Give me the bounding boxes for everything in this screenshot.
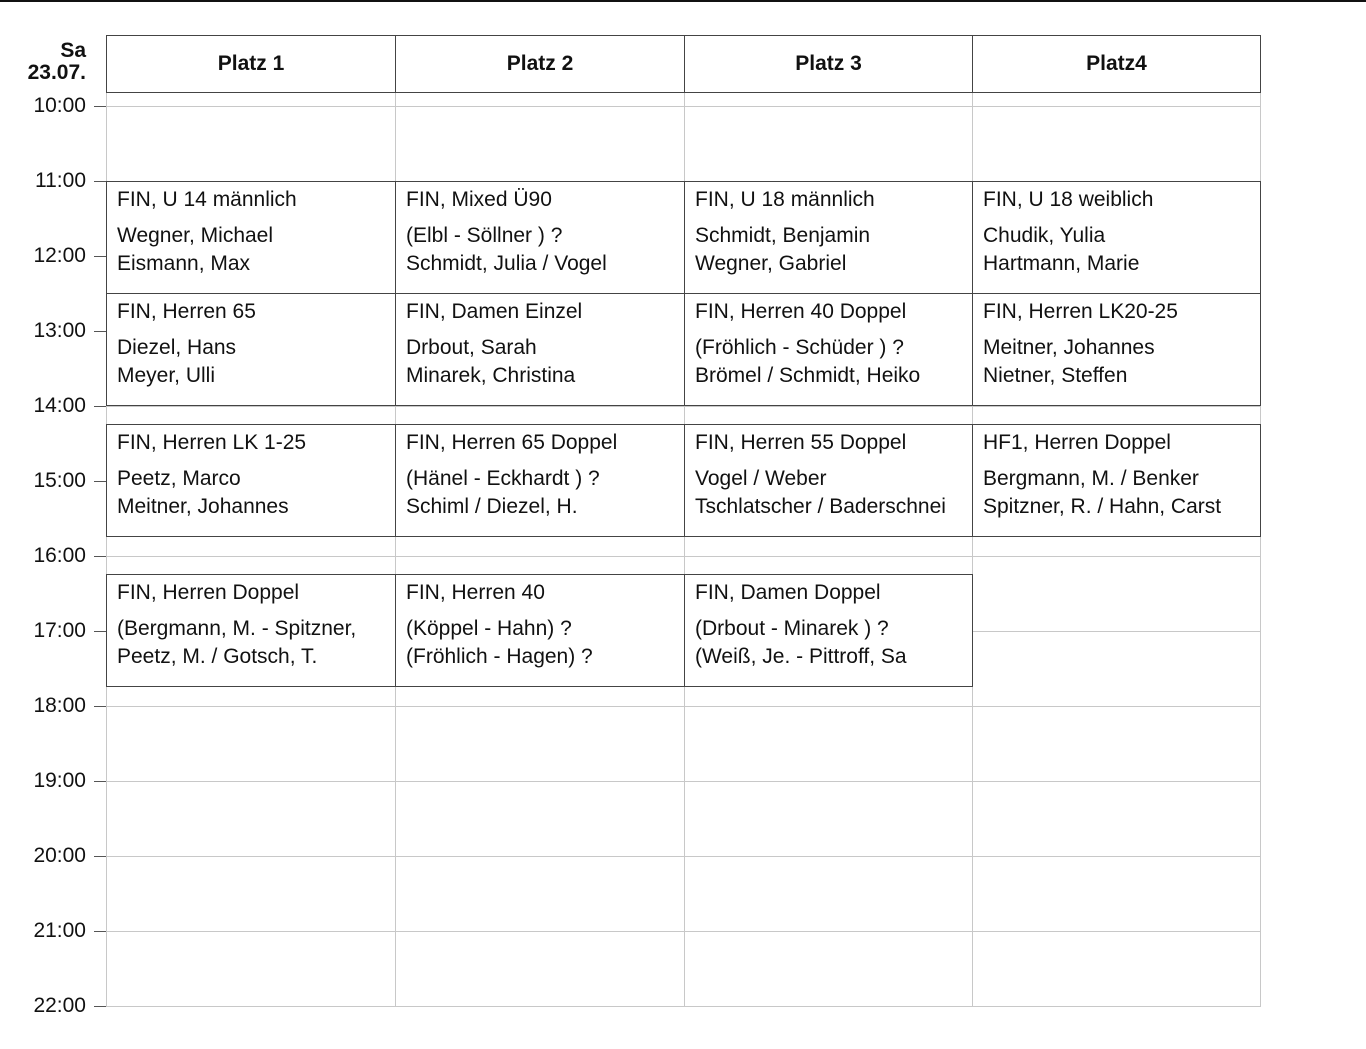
match-event: FIN, Herren 40: [406, 581, 545, 604]
match-block[interactable]: [395, 293, 685, 406]
match-player-1: Drbout, Sarah: [406, 336, 537, 359]
match-player-1: Chudik, Yulia: [983, 224, 1106, 247]
time-label-1100: 11:00: [35, 169, 86, 192]
match-block[interactable]: [972, 424, 1261, 537]
court-header-4: Platz4: [972, 35, 1261, 93]
time-label-1000: 10:00: [33, 94, 86, 117]
match-player-1: (Köppel - Hahn) ?: [406, 617, 572, 640]
time-label-1900: 19:00: [33, 769, 86, 792]
match-block[interactable]: [106, 574, 396, 687]
time-tick: [94, 706, 106, 707]
date-label: 23.07.: [27, 61, 86, 84]
match-block[interactable]: [106, 424, 396, 537]
match-player-2: Schiml / Diezel, H.: [406, 495, 578, 518]
hour-line: [106, 781, 1261, 782]
match-player-1: Bergmann, M. / Benker: [983, 467, 1199, 490]
match-block[interactable]: [395, 424, 685, 537]
court-header-2: Platz 2: [395, 35, 685, 93]
match-player-2: Hartmann, Marie: [983, 252, 1140, 275]
match-player-2: Schmidt, Julia / Vogel: [406, 252, 607, 275]
time-tick: [94, 106, 106, 107]
time-tick: [94, 181, 106, 182]
time-label-1800: 18:00: [33, 694, 86, 717]
time-tick: [94, 1006, 106, 1007]
time-tick: [94, 481, 106, 482]
time-tick: [94, 781, 106, 782]
time-label-1200: 12:00: [33, 244, 86, 267]
match-player-1: (Drbout - Minarek ) ?: [695, 617, 889, 640]
match-player-2: Peetz, M. / Gotsch, T.: [117, 645, 318, 668]
match-block[interactable]: [106, 293, 396, 406]
match-player-1: Meitner, Johannes: [983, 336, 1155, 359]
match-event: FIN, Herren 40 Doppel: [695, 300, 907, 323]
time-label-1400: 14:00: [33, 394, 86, 417]
match-player-2: Spitzner, R. / Hahn, Carst: [983, 495, 1222, 518]
match-event: FIN, Herren 65: [117, 300, 256, 323]
match-player-1: (Bergmann, M. - Spitzner,: [117, 617, 357, 640]
match-player-2: Wegner, Gabriel: [695, 252, 847, 275]
match-event: FIN, Herren LK20-25: [983, 300, 1178, 323]
match-block[interactable]: [684, 293, 973, 406]
match-event: HF1, Herren Doppel: [983, 431, 1171, 454]
hour-line: [106, 1006, 1261, 1007]
match-player-2: Eismann, Max: [117, 252, 251, 275]
match-block[interactable]: [684, 181, 973, 294]
match-block[interactable]: [395, 574, 685, 687]
hour-line: [106, 556, 1261, 557]
time-tick: [94, 856, 106, 857]
match-player-1: Peetz, Marco: [117, 467, 241, 490]
match-event: FIN, Mixed Ü90: [406, 188, 552, 211]
match-event: FIN, U 18 männlich: [695, 188, 875, 211]
time-tick: [94, 256, 106, 257]
match-player-2: Tschlatscher / Baderschnei: [695, 495, 946, 518]
match-block[interactable]: [684, 424, 973, 537]
match-player-1: Diezel, Hans: [117, 336, 237, 359]
match-event: FIN, Herren LK 1-25: [117, 431, 307, 454]
time-label-1700: 17:00: [33, 619, 86, 642]
court-header-1: Platz 1: [106, 35, 396, 93]
match-player-1: (Fröhlich - Schüder ) ?: [695, 336, 904, 359]
match-player-2: Meyer, Ulli: [117, 364, 216, 387]
match-event: FIN, U 18 weiblich: [983, 188, 1154, 211]
court-header-3: Platz 3: [684, 35, 973, 93]
time-label-1600: 16:00: [33, 544, 86, 567]
match-player-2: Minarek, Christina: [406, 364, 576, 387]
match-block[interactable]: [106, 181, 396, 294]
match-event: FIN, Herren Doppel: [117, 581, 300, 604]
match-player-1: Vogel / Weber: [695, 467, 827, 490]
match-block[interactable]: [395, 181, 685, 294]
match-player-1: (Elbl - Söllner ) ?: [406, 224, 563, 247]
time-tick: [94, 331, 106, 332]
hour-line: [106, 106, 1261, 107]
time-label-2000: 20:00: [33, 844, 86, 867]
match-block[interactable]: [684, 574, 973, 687]
time-label-1500: 15:00: [33, 469, 86, 492]
match-player-1: Schmidt, Benjamin: [695, 224, 871, 247]
hour-line: [106, 856, 1261, 857]
match-player-2: Nietner, Steffen: [983, 364, 1128, 387]
time-label-1300: 13:00: [33, 319, 86, 342]
match-player-1: (Hänel - Eckhardt ) ?: [406, 467, 600, 490]
time-tick: [94, 631, 106, 632]
match-block[interactable]: [972, 293, 1261, 406]
match-event: FIN, Damen Doppel: [695, 581, 881, 604]
time-tick: [94, 406, 106, 407]
match-player-2: (Fröhlich - Hagen) ?: [406, 645, 593, 668]
time-label-2200: 22:00: [33, 994, 86, 1017]
match-event: FIN, Damen Einzel: [406, 300, 583, 323]
time-tick: [94, 556, 106, 557]
match-player-2: Brömel / Schmidt, Heiko: [695, 364, 921, 387]
hour-line: [106, 931, 1261, 932]
match-event: FIN, U 14 männlich: [117, 188, 297, 211]
hour-line: [106, 706, 1261, 707]
match-player-2: Meitner, Johannes: [117, 495, 289, 518]
match-event: FIN, Herren 65 Doppel: [406, 431, 618, 454]
time-label-2100: 21:00: [33, 919, 86, 942]
hour-line: [106, 406, 1261, 407]
top-rule: [0, 0, 1366, 2]
time-tick: [94, 931, 106, 932]
match-player-2: (Weiß, Je. - Pittroff, Sa: [695, 645, 907, 668]
match-event: FIN, Herren 55 Doppel: [695, 431, 907, 454]
match-player-1: Wegner, Michael: [117, 224, 274, 247]
match-block[interactable]: [972, 181, 1261, 294]
day-label: Sa: [60, 39, 86, 62]
